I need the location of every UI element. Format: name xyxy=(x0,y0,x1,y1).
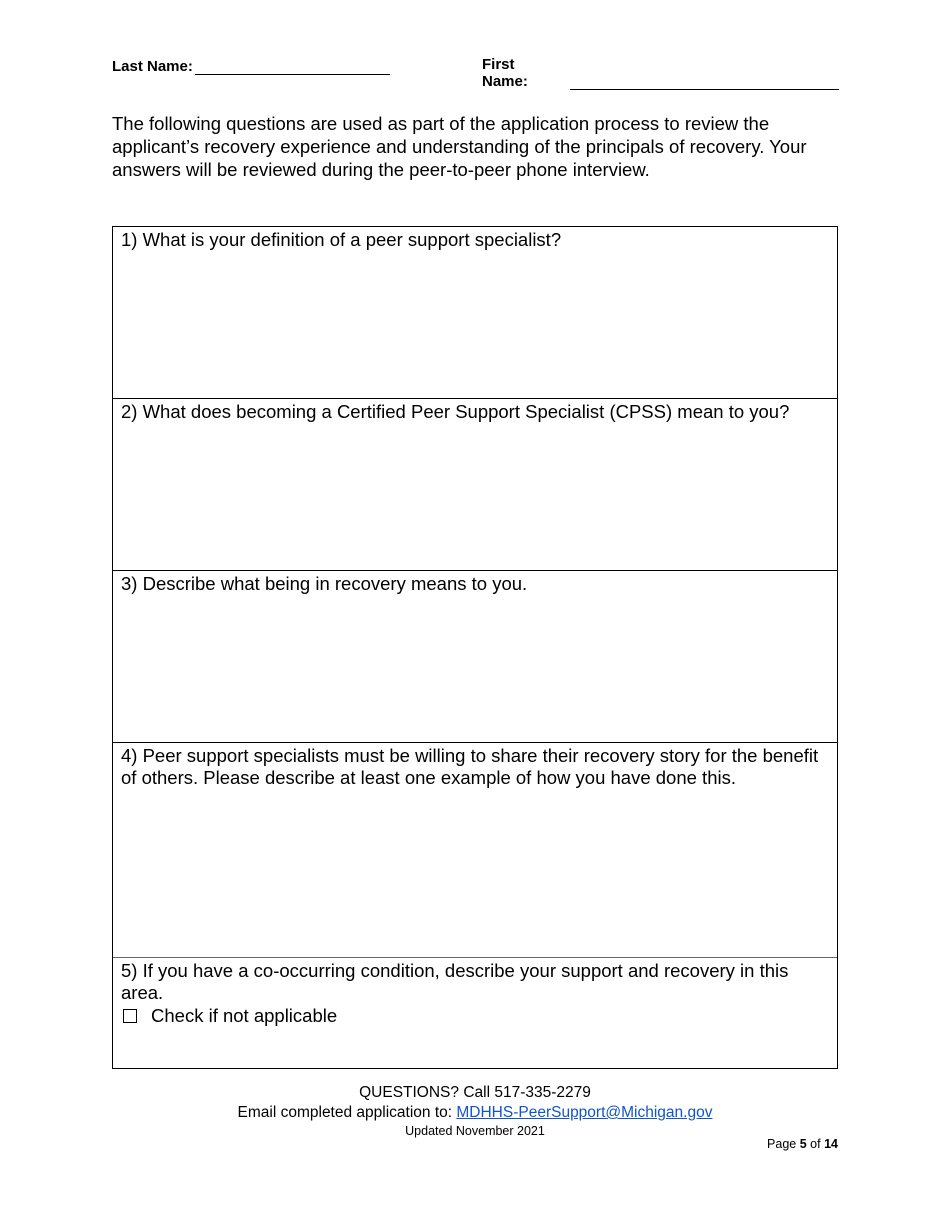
page-of-label: of xyxy=(810,1137,821,1151)
question-text: 1) What is your definition of a peer support specialist? xyxy=(121,229,562,250)
footer-email-link[interactable]: MDHHS-PeerSupport@Michigan.gov xyxy=(456,1104,713,1121)
footer-updated: Updated November 2021 xyxy=(405,1124,545,1138)
page-label: Page xyxy=(767,1137,797,1151)
last-name-field xyxy=(112,56,390,75)
question-text: 4) Peer support specialists must be willing to share their recovery story for the benefit of others. Please describe at least one example of how you have done this. xyxy=(121,745,819,788)
question-box-1[interactable] xyxy=(113,227,837,399)
page-number xyxy=(767,1137,838,1151)
question-text: 5) If you have a co-occurring condition, describe your support and recovery in this area. xyxy=(121,960,789,1003)
last-name-input-line[interactable] xyxy=(195,56,390,75)
not-applicable-label: Check if not applicable xyxy=(151,1005,338,1026)
question-box-5[interactable] xyxy=(113,958,837,1068)
question-box-3[interactable] xyxy=(113,571,837,743)
footer xyxy=(0,1083,950,1139)
footer-phone: QUESTIONS? Call 517-335-2279 xyxy=(359,1084,591,1101)
not-applicable-checkbox[interactable] xyxy=(123,1009,137,1023)
first-name-label: First Name: xyxy=(482,56,528,90)
first-name-input-line[interactable] xyxy=(570,71,839,90)
question-text: 2) What does becoming a Certified Peer Support Specialist (CPSS) mean to you? xyxy=(121,401,790,422)
question-box-2[interactable] xyxy=(113,399,837,571)
name-row xyxy=(112,56,839,90)
questions-table xyxy=(112,226,838,1069)
page-current: 5 xyxy=(799,1137,807,1151)
question-text: 3) Describe what being in recovery means to you. xyxy=(121,573,528,594)
page-total: 14 xyxy=(824,1137,838,1151)
last-name-label: Last Name: xyxy=(112,58,193,75)
footer-email-prefix: Email completed application to: xyxy=(237,1104,457,1121)
question-box-4[interactable] xyxy=(113,743,837,958)
footer-email-line xyxy=(0,1103,950,1123)
first-name-field xyxy=(482,56,839,90)
intro-paragraph: The following questions are used as part of the application process to review the applicant’s recovery experience and understanding of the principals of recovery. Your answers will be reviewed during the peer-to-peer phone interview. xyxy=(112,113,807,180)
not-applicable-row xyxy=(121,1005,829,1027)
